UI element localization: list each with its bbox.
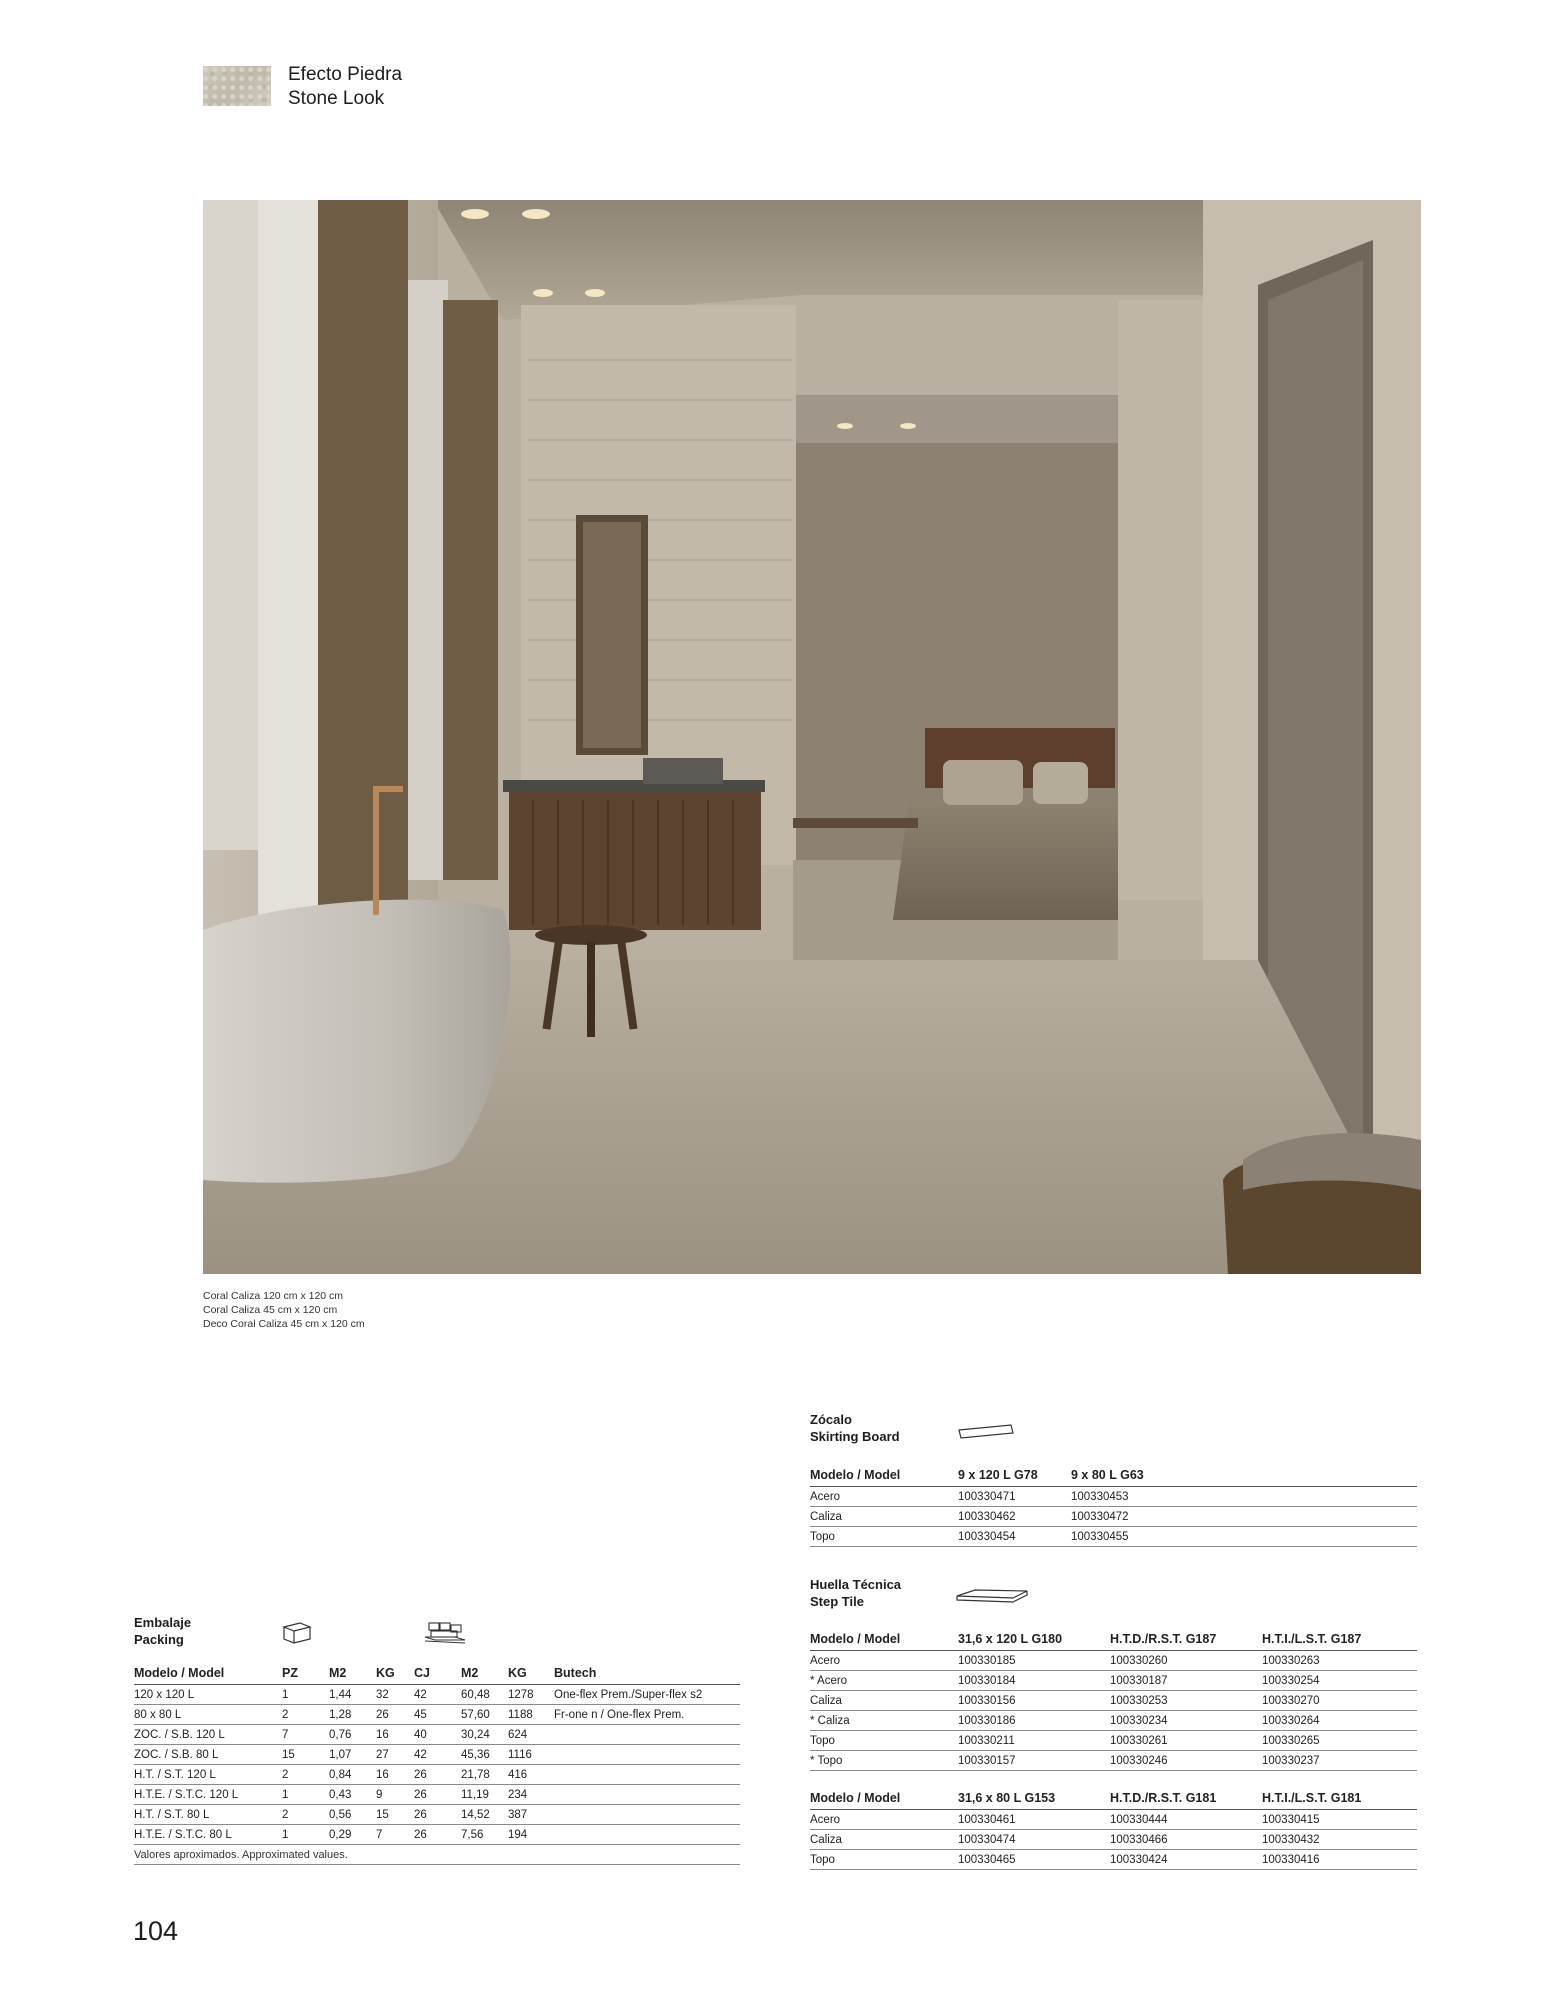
col-header: Modelo / Model bbox=[810, 1781, 958, 1810]
table-row: Topo 100330454 100330455 bbox=[810, 1527, 1417, 1547]
table-row: Acero 100330185 100330260 100330263 bbox=[810, 1651, 1417, 1671]
col-header: 31,6 x 120 L G180 bbox=[958, 1622, 1110, 1651]
skirting-title-es: Zócalo bbox=[810, 1412, 852, 1427]
col-header: H.T.I./L.S.T. G181 bbox=[1262, 1781, 1417, 1810]
section-title-en: Stone Look bbox=[288, 88, 385, 109]
caption-line: Deco Coral Caliza 45 cm x 120 cm bbox=[203, 1318, 365, 1330]
table-row: * Caliza 100330186 100330234 100330264 bbox=[810, 1711, 1417, 1731]
table-row: ZOC. / S.B. 120 L 7 0,76 16 40 30,24 624 bbox=[134, 1725, 740, 1745]
table-row: H.T.E. / S.T.C. 120 L 1 0,43 9 26 11,19 234 bbox=[134, 1785, 740, 1805]
col-header: Butech bbox=[554, 1656, 740, 1685]
col-header: PZ bbox=[282, 1656, 329, 1685]
page-number: 104 bbox=[133, 1916, 179, 1946]
skirting-table bbox=[810, 1458, 1417, 1547]
table-note-row bbox=[134, 1845, 740, 1865]
col-header: Modelo / Model bbox=[810, 1458, 958, 1487]
table-row: Topo 100330465 100330424 100330416 bbox=[810, 1850, 1417, 1870]
col-header: 9 x 80 L G63 bbox=[1071, 1458, 1417, 1487]
col-header: 31,6 x 80 L G153 bbox=[958, 1781, 1110, 1810]
col-header: 9 x 120 L G78 bbox=[958, 1458, 1071, 1487]
table-row: H.T. / S.T. 120 L 2 0,84 16 26 21,78 416 bbox=[134, 1765, 740, 1785]
col-header: M2 bbox=[461, 1656, 508, 1685]
box-icon bbox=[281, 1620, 313, 1644]
table-row: * Topo 100330157 100330246 100330237 bbox=[810, 1751, 1417, 1771]
step-tile-title-es: Huella Técnica bbox=[810, 1577, 902, 1592]
caption-line: Coral Caliza 45 cm x 120 cm bbox=[203, 1304, 338, 1316]
pallet-icon bbox=[423, 1619, 467, 1645]
packing-note: Valores aproximados. Approximated values. bbox=[134, 1845, 740, 1865]
step-tile-table-120 bbox=[810, 1622, 1417, 1771]
col-header: H.T.I./L.S.T. G187 bbox=[1262, 1622, 1417, 1651]
col-header: KG bbox=[508, 1656, 554, 1685]
table-row: * Acero 100330184 100330187 100330254 bbox=[810, 1671, 1417, 1691]
col-header: CJ bbox=[414, 1656, 461, 1685]
table-row: 120 x 120 L 1 1,44 32 42 60,48 1278 One-flex Prem./Super-flex s2 bbox=[134, 1685, 740, 1705]
skirting-board-icon bbox=[957, 1422, 1015, 1442]
col-header: H.T.D./R.S.T. G181 bbox=[1110, 1781, 1262, 1810]
skirting-title-en: Skirting Board bbox=[810, 1429, 900, 1444]
packing-title-es: Embalaje bbox=[134, 1615, 192, 1630]
packing-table bbox=[134, 1656, 740, 1865]
table-row: Acero 100330461 100330444 100330415 bbox=[810, 1810, 1417, 1830]
table-row: Topo 100330211 100330261 100330265 bbox=[810, 1731, 1417, 1751]
table-row: ZOC. / S.B. 80 L 15 1,07 27 42 45,36 1116 bbox=[134, 1745, 740, 1765]
table-row: Caliza 100330156 100330253 100330270 bbox=[810, 1691, 1417, 1711]
table-row: Caliza 100330462 100330472 bbox=[810, 1507, 1417, 1527]
step-tile-title-en: Step Tile bbox=[810, 1594, 864, 1609]
caption-line: Coral Caliza 120 cm x 120 cm bbox=[203, 1290, 344, 1302]
interior-photo bbox=[203, 200, 1421, 1274]
col-header: H.T.D./R.S.T. G187 bbox=[1110, 1622, 1262, 1651]
table-row: H.T.E. / S.T.C. 80 L 1 0,29 7 26 7,56 194 bbox=[134, 1825, 740, 1845]
col-header: Modelo / Model bbox=[134, 1656, 282, 1685]
section-title-es: Efecto Piedra bbox=[288, 64, 403, 85]
table-row: 80 x 80 L 2 1,28 26 45 57,60 1188 Fr-one n / One-flex Prem. bbox=[134, 1705, 740, 1725]
col-header: Modelo / Model bbox=[810, 1622, 958, 1651]
step-tile-table-80 bbox=[810, 1781, 1417, 1870]
table-row: H.T. / S.T. 80 L 2 0,56 15 26 14,52 387 bbox=[134, 1805, 740, 1825]
stone-swatch bbox=[203, 66, 271, 106]
table-row: Acero 100330471 100330453 bbox=[810, 1487, 1417, 1507]
col-header: KG bbox=[376, 1656, 414, 1685]
step-tile-icon bbox=[955, 1586, 1029, 1608]
table-row: Caliza 100330474 100330466 100330432 bbox=[810, 1830, 1417, 1850]
col-header: M2 bbox=[329, 1656, 376, 1685]
packing-title-en: Packing bbox=[134, 1632, 184, 1647]
